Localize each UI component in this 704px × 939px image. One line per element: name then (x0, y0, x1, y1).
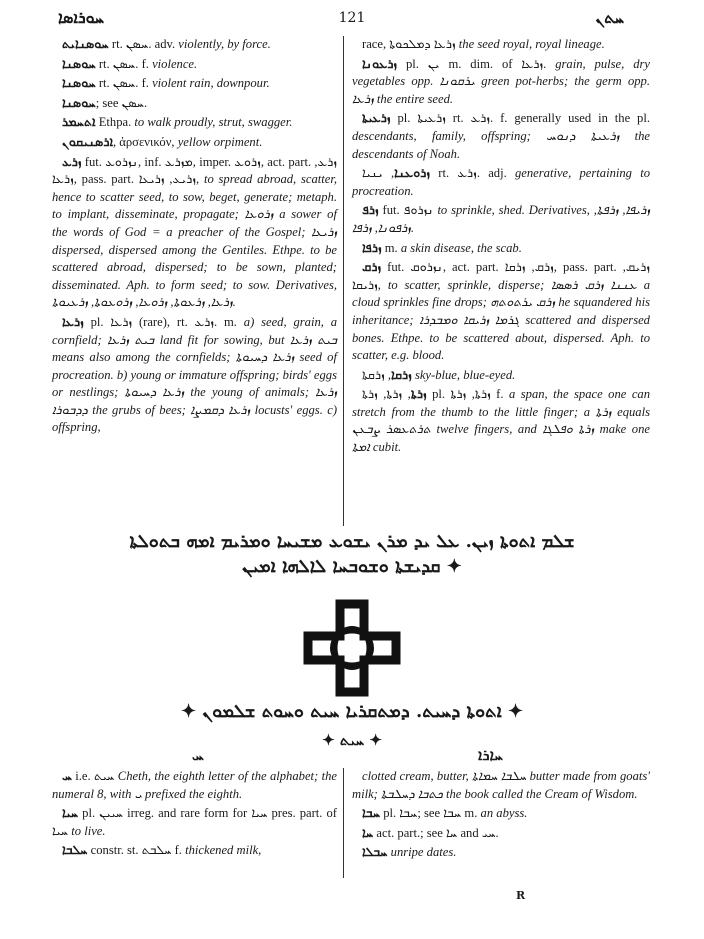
gloss: generative, pertaining to procreation. (352, 166, 650, 198)
headword: ܚܘܣܢܐ (62, 56, 96, 71)
gloss: the seed royal, royal lineage. (458, 37, 605, 51)
grammar-note: pl. ܚܒܐ; see ܚܒܐ m. (380, 806, 481, 821)
grammar-note: , ܙܪܬܐ, ܙܪܬܐ pl. ܙܪܬܐ, ܙܪܬܐ f. (362, 387, 509, 402)
gloss: to sprinkle, shed. Derivatives, ܙܪܝܦܐ, ܙܪܦܬܐ, ܙܪܦܘܢܐ, ܙܪܦܐ. (352, 203, 651, 235)
dictionary-entry (352, 367, 650, 385)
dictionary-entry (52, 75, 337, 93)
gloss: to live. (71, 823, 106, 838)
gloss: a skin disease, the scab. (400, 240, 522, 255)
lower-left-column (52, 768, 337, 862)
dictionary-entry (352, 805, 650, 823)
dictionary-entry (352, 202, 650, 237)
gloss: to walk proudly, strut, swagger. (134, 115, 293, 130)
headword: ܐܪܣܢܝܩܘܢ (62, 134, 113, 149)
headword: ܚܘܣܢܐܝܬ (62, 37, 109, 51)
grammar-note: fut. ܢܙܪܘܥ, inf. ܡܙܪܥ, imper. ܙܪܘܥ, act. part. ܙܪܥ, ܙܪܥܐ, pass. part. ܙܪܝܥ, ܙܪܝܥܐ, (52, 154, 338, 187)
gloss: descendants, family, offspring; ܙܪܥܝܬܐ ܕܢܘܚ the descendants of Noah. (352, 128, 650, 161)
headword: ܙܪܥܐ (62, 314, 84, 329)
dictionary-entry (352, 825, 650, 843)
running-head-right: ܚܬܢ (595, 8, 624, 27)
lower-right-column (352, 768, 650, 864)
right-column (352, 36, 650, 459)
dictionary-entry (52, 842, 337, 860)
headword: ܙܪܥܘܢܐ (362, 56, 398, 71)
colophon-line-1: ܫܠܡ ܐܬܘܬܐ ܙܝܢ. ܥܠ ܝܕ ܡܪܢ ܝܫܘܥ ܡܫܝܚܐ ܘܡܪܝܡ ܐܡܗ ܒܬܘܠܬܐ (129, 531, 575, 552)
headword: ܚܘܣܢܐ (62, 95, 96, 110)
headword: ܙܪܩ (362, 260, 382, 275)
dictionary-entry (52, 154, 337, 312)
cross-ornament-icon (302, 598, 402, 698)
grammar-note: rt. ܚܣܢ. adv. (108, 37, 179, 51)
running-head (40, 8, 664, 30)
dictionary-entry (52, 768, 337, 803)
gloss: to scatter, sprinkle, disperse; ܥܢܢܐ ܙܪܩ ܪܣܣܐ a cloud sprinkles fine drops; ܙܪܩ ܝܪܬܘܬܗ he squandered his inheritance; ܓܪܡܐ ܙܪܝܩܐ ܘܡܒܕܪܐ scattered and dispersed bones. Ethpe. to be scattered about, dispersed. Aph. to scatter, e.g. blood. (352, 277, 650, 363)
gloss: Cheth, the eighth letter of the alphabet; the numeral 8, with ܝ prefixed the eighth. (52, 769, 338, 801)
page-number: 121 (338, 10, 366, 26)
grammar-note: i.e. ܚܝܬ (71, 769, 118, 783)
section-head-left: ܚ (192, 746, 204, 764)
column-divider-top (343, 36, 344, 526)
grammar-note: , ܙܪܩܬܐ (362, 367, 415, 382)
dictionary-entry (52, 36, 337, 54)
gloss: sky-blue, blue-eyed. (414, 367, 516, 382)
gloss: an abyss. (480, 806, 528, 821)
grammar-note: Ethpa. (95, 115, 135, 130)
dictionary-entry (352, 56, 650, 109)
gloss: a span, the space one can stretch from the thumb to the little finger; a ܙܪܬܐ equals ܬܪܬܥܣܪ ܨܒܥܢ twelve fingers, and ܙܪܬܐ ܘܦܠܓܐ make one ܐܡܬܐ cubit. (352, 387, 651, 455)
grammar-note: fut. ܢܙܪܘܦ (378, 203, 438, 218)
grammar-note: rt. ܚܣܢ. f. (95, 56, 153, 71)
colophon-line-4: ✦ ܚܝܬ ✦ (322, 731, 382, 749)
grammar-note: pl. ܝܢ m. dim. of ܙܪܥܐ. (397, 56, 556, 71)
dictionary-entry (352, 36, 650, 54)
grammar-note: , ἀρσενικόν, (113, 134, 178, 149)
dictionary-entry (52, 95, 337, 113)
section-head-right: ܚܐܪܐ (478, 746, 503, 764)
gloss: violence. (152, 56, 198, 71)
gloss: unripe dates. (390, 845, 457, 860)
grammar-note: pl. ܙܪܥܐ (rare), rt. ܙܪܥ. m. (83, 314, 244, 329)
dictionary-entry (52, 314, 337, 437)
grammar-note: fut. ܢܙܪܘܩ, act. part. ܙܪܩ, ܙܪܩܐ, pass. part. ܙܪܝܩ, ܙܪܝܩܐ, (352, 260, 650, 292)
dictionary-entry (352, 240, 650, 258)
headword: ܐܬܚܡܪ (62, 115, 96, 130)
headword: ܚܝܐ (62, 806, 79, 821)
dictionary-entry (52, 134, 337, 152)
signature-mark: R (516, 889, 526, 902)
grammar-note: act. part.; see ܚܐ and ܚܝ. (373, 825, 499, 840)
headword: ܙܪܘܥܢܐ (394, 166, 431, 181)
colophon-line-2: ܩܕܝܫܬܐ ܘܫܘܒܚܐ ܠܐܠܗܐ ܐܡܝܢ ✦ (242, 556, 462, 577)
grammar-note: ; see ܚܣܢ. (95, 95, 148, 110)
grammar-note: pl. ܙܪܥܝܬܐ rt. ܙܪܥ. f. generally used in the pl. (390, 111, 650, 126)
dictionary-entry (352, 768, 650, 803)
grammar-note: m. (381, 240, 401, 255)
headword: ܙܪܬܐ (410, 387, 427, 402)
gloss: violent rain, downpour. (152, 76, 270, 91)
dictionary-entry (352, 259, 650, 365)
headword: ܚܒܠܐ (362, 845, 388, 860)
headword: ܙܪܦܐ (362, 240, 382, 255)
grammar-note: race, ܙܪܥܐ ܕܡܠܟܘܬܐ (362, 37, 459, 51)
gloss: to spread abroad, scatter, hence to scatter seed, to sow, beget, generate; metaph. to implant, disseminate, propagate; ܙܪܘܥܐ a sower of the words of God = a preacher of the Gospel; ܙܪܝܥܐ dispersed, dispersed among the Gentiles. Ethpe. to be scattered abroad, dispersed; to be sown, planted; disseminated. Aph. to form seed; to sow. Derivatives, ܙܪܥܐ, ܙܪܥܘܬܐ, ܙܪܘܥܐ, ܙܪܘܥܘܬܐ, ܙܪܥܝܘܬܐ. (52, 172, 337, 310)
headword: ܙܪܥܝܬܐ (362, 111, 391, 126)
headword: ܚܒܐ (362, 806, 381, 821)
grammar-note: constr. st. ܚܠܒܬ f. (87, 843, 186, 858)
dictionary-entry (52, 805, 337, 840)
grammar-note: pl. ܚܝܝܢ irreg. and rare form for ܚܝܐ pres. part. of ܚܝܐ (52, 806, 337, 838)
dictionary-entry (52, 56, 337, 74)
gloss: violently, by force. (178, 37, 271, 51)
headword: ܚܠܒܐ (62, 843, 88, 858)
dictionary-entry (52, 114, 337, 132)
headword: ܚܐ (362, 825, 374, 840)
gloss: yellow orpiment. (177, 134, 263, 149)
headword: ܚܘܣܢܐ (62, 76, 96, 91)
running-head-left: ܚܘܪܐܣܐ (58, 8, 105, 27)
dictionary-entry (352, 165, 650, 200)
gloss: clotted cream, butter, ܚܠܒܐ ܚܡܐܬܐ butter made from goats' milk; ܟܬܒܐ ܕܚܠܒܬܐ the book called the Cream of Wisdom. (352, 769, 650, 801)
gloss: grain, pulse, dry vegetables opp. ܝܪܩܘܢܐ green pot-herbs; the germ opp. ܙܪܥܐ the entire seed. (352, 56, 650, 106)
column-divider-bottom (343, 768, 344, 878)
dictionary-entry (352, 844, 650, 862)
gloss: a) seed, grain, a cornfield; ܒܝܬ ܙܪܥܐ land fit for sowing, but ܒܝܬ ܙܪܥܐ means also among the cornfields; ܙܪܥܐ ܕܚܝܘܬܐ seed of procreation. b) young or immature offspring; birds' eggs or nestlings; ܙܪܥܐ ܕܚܝܘܬܐ the young of animals; ܙܪܥܐ ܕܕܒܘܪܐ the grubs of bees; ܙܪܥܐ ܕܩܡܨܐ locusts' eggs. c) offspring, (52, 314, 338, 435)
headword: ܙܪܩܐ (391, 367, 412, 382)
headword: ܙܪܦ (362, 203, 379, 218)
headword: ܙܪܥ (62, 154, 82, 169)
gloss: thickened milk, (185, 843, 262, 858)
grammar-note: , ܝܢܝܐ rt. ܙܪܥ. adj. (362, 166, 515, 181)
left-column (52, 36, 337, 439)
headword: ܚ (62, 769, 72, 783)
grammar-note: rt. ܚܣܢ. f. (95, 76, 153, 91)
dictionary-entry (352, 386, 650, 456)
colophon-line-3: ✦ ܐܬܘܬܐ ܕܚܝܬ. ܕܡܬܩܪܝܐ ܚܝܬ ܘܚܘܬ ܫܠܡܘܢ ✦ (180, 701, 524, 722)
dictionary-entry (352, 110, 650, 163)
